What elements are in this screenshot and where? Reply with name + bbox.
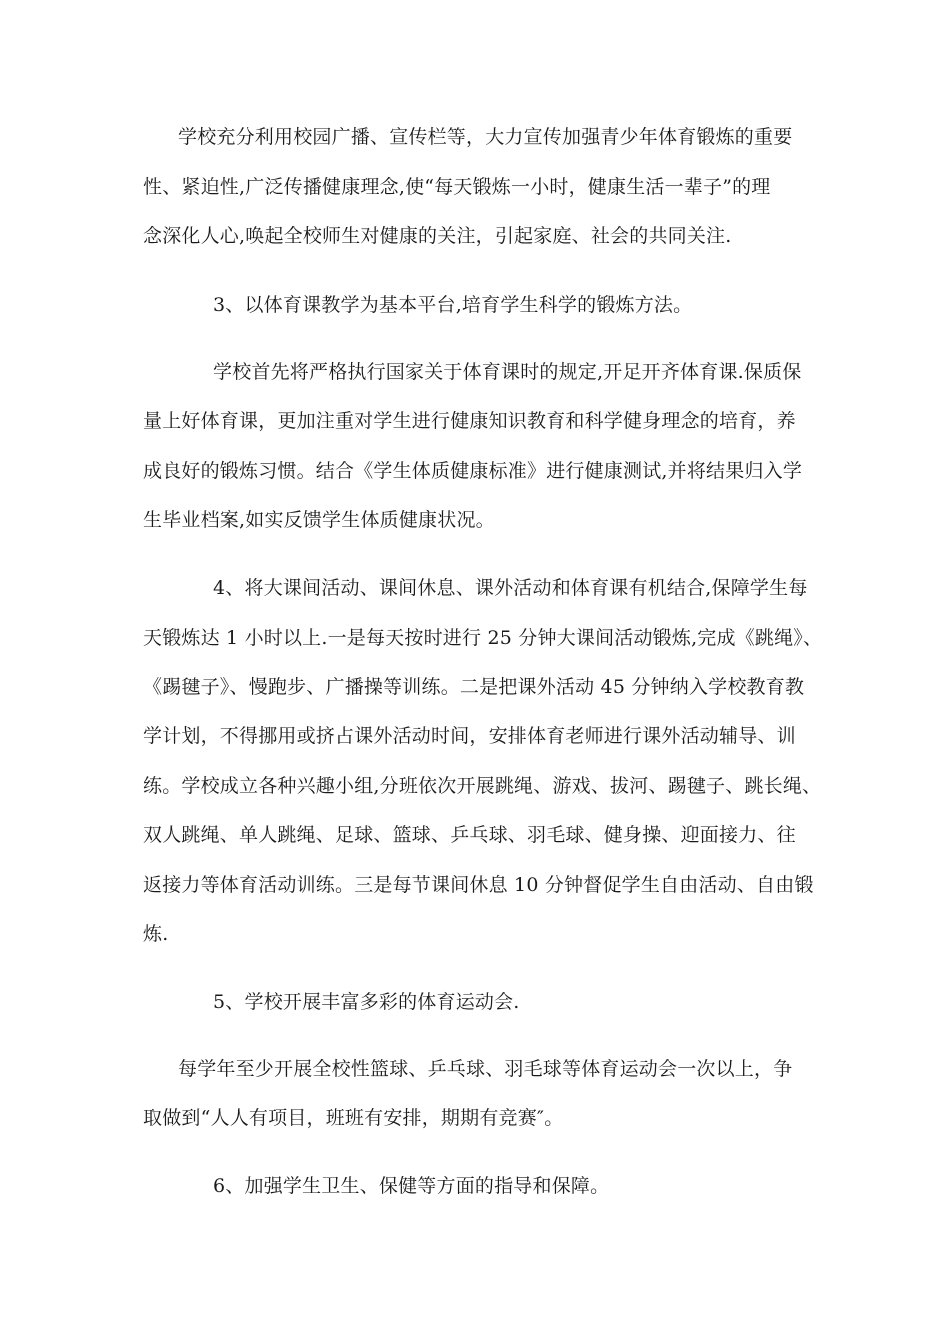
section-heading-6: 6、加强学生卫生、保健等方面的指导和保障。 xyxy=(213,1175,610,1197)
paragraph-1-line-1: 学校充分利用校园广播、宣传栏等，大力宣传加强青少年体育锻炼的重要 xyxy=(178,126,793,148)
paragraph-3-line-4: 生毕业档案,如实反馈学生体质健康状况。 xyxy=(143,509,495,531)
paragraph-6-line-2: 取做到“人人有项目，班班有安排，期期有竞赛″。 xyxy=(143,1107,564,1129)
paragraph-4-line-8: 炼. xyxy=(143,923,169,945)
section-heading-3: 3、以体育课教学为基本平台,培育学生科学的锻炼方法。 xyxy=(213,294,693,316)
paragraph-4-line-5: 练。学校成立各种兴趣小组,分班依次开展跳绳、游戏、拔河、踢毽子、跳长绳、 xyxy=(143,775,822,797)
paragraph-3-line-3: 成良好的锻炼习惯。结合《学生体质健康标准》进行健康测试,并将结果归入学 xyxy=(143,460,803,482)
section-heading-5: 5、学校开展丰富多彩的体育运动会. xyxy=(213,991,520,1013)
paragraph-1-line-2: 性、紧迫性,广泛传播健康理念,使“每天锻炼一小时，健康生活一辈子”的理 xyxy=(143,176,771,198)
paragraph-6-line-1: 每学年至少开展全校性篮球、乒乓球、羽毛球等体育运动会一次以上，争 xyxy=(178,1058,793,1080)
paragraph-4-line-7: 返接力等体育活动训练。三是每节课间休息 10 分钟督促学生自由活动、自由锻 xyxy=(143,874,814,896)
paragraph-4-line-2: 天锻炼达 1 小时以上.一是每天按时进行 25 分钟大课间活动锻炼,完成《跳绳》、 xyxy=(143,627,823,649)
paragraph-4-line-6: 双人跳绳、单人跳绳、足球、篮球、乒乓球、羽毛球、健身操、迎面接力、往 xyxy=(143,824,796,846)
paragraph-3-line-2: 量上好体育课，更加注重对学生进行健康知识教育和科学健身理念的培育，养 xyxy=(143,410,796,432)
paragraph-4-line-1: 4、将大课间活动、课间休息、课外活动和体育课有机结合,保障学生每 xyxy=(213,577,808,599)
paragraph-3-line-1: 学校首先将严格执行国家关于体育课时的规定,开足开齐体育课.保质保 xyxy=(213,361,802,383)
paragraph-1-line-3: 念深化人心,唤起全校师生对健康的关注，引起家庭、社会的共同关注. xyxy=(143,225,732,247)
paragraph-4-line-3: 《踢毽子》、慢跑步、广播操等训练。二是把课外活动 45 分钟纳入学校教育教 xyxy=(143,676,805,698)
paragraph-4-line-4: 学计划，不得挪用或挤占课外活动时间，安排体育老师进行课外活动辅导、训 xyxy=(143,725,796,747)
